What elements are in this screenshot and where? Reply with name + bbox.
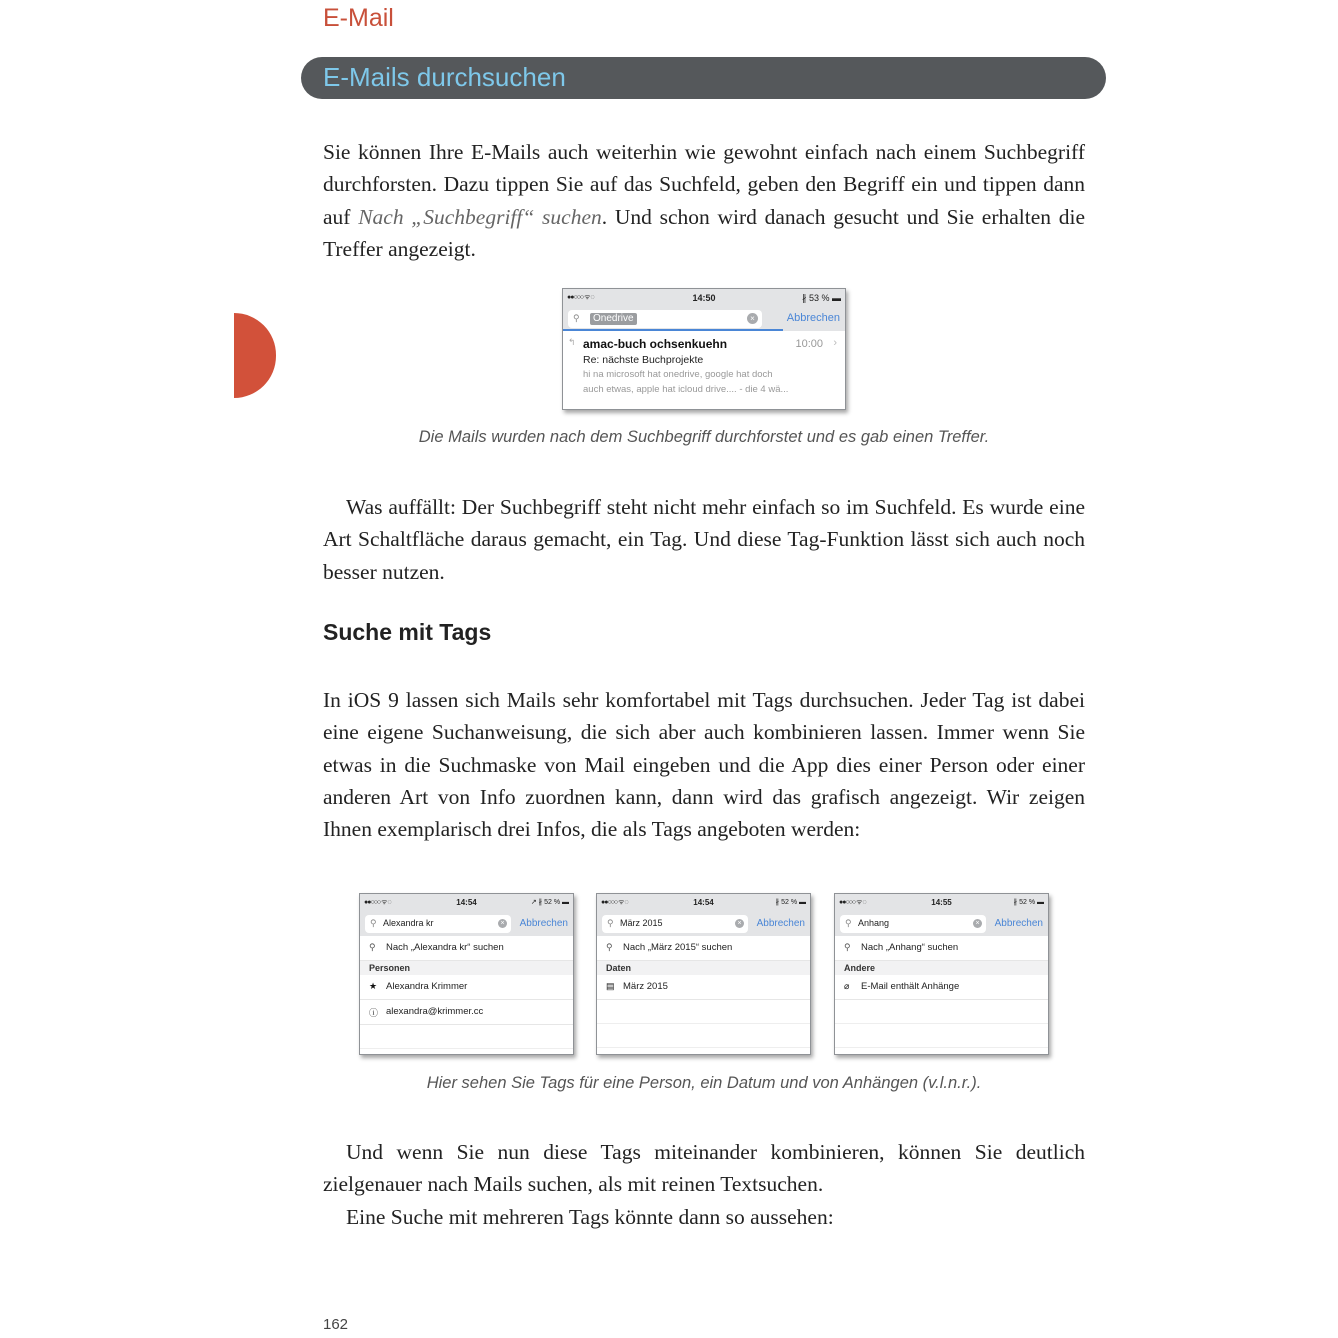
battery-icon: ∦ 53 % ▬ bbox=[801, 293, 841, 303]
paragraph-3: In iOS 9 lassen sich Mails sehr komfortabel mit Tags durchsuchen. Jeder Tag ist dabei eine eigene Suchanweisung, die sich aber auch kombinieren lassen. Immer wenn Sie etwas in die Suchmaske von Mail eingeben und die App dies einer Person oder einer anderen Art von Info zuordnen kann, dann wird das grafisch angezeigt. Wir zeigen Ihnen exemplarisch drei Infos, die als Tags angeboten werden: bbox=[323, 688, 1085, 842]
contact-info-icon: ⓘ bbox=[369, 1008, 379, 1018]
section-header bbox=[597, 961, 810, 975]
intro-italic-command: Nach „Suchbegriff“ suchen bbox=[358, 204, 602, 229]
section-header bbox=[835, 961, 1048, 975]
search-field[interactable] bbox=[568, 310, 762, 328]
intro-paragraph bbox=[323, 136, 1085, 265]
empty-row bbox=[835, 1000, 1048, 1024]
cancel-button[interactable]: Abbrechen bbox=[786, 312, 840, 324]
section-header-label: Daten bbox=[606, 963, 632, 973]
tag-text: März 2015 bbox=[623, 981, 668, 992]
tag-text: E-Mail enthält Anhänge bbox=[861, 981, 960, 992]
section-header bbox=[360, 961, 573, 975]
screenshot-tag-attachment bbox=[834, 893, 1049, 1055]
status-time: 14:50 bbox=[692, 293, 716, 303]
tag-row-person[interactable] bbox=[360, 975, 573, 1000]
search-icon: ⚲ bbox=[370, 918, 377, 928]
search-tag[interactable]: Onedrive bbox=[590, 313, 637, 325]
status-time: 14:55 bbox=[931, 898, 952, 907]
status-bar bbox=[360, 894, 573, 912]
search-row bbox=[597, 912, 810, 936]
signal-icon: ●●○○○ ᯤ ◌ bbox=[567, 294, 594, 301]
suggest-row[interactable] bbox=[597, 936, 810, 961]
chevron-right-icon: › bbox=[833, 337, 837, 349]
tag-row-email[interactable] bbox=[360, 1000, 573, 1025]
section-title: E-Mails durchsuchen bbox=[323, 62, 566, 92]
empty-row bbox=[360, 1025, 573, 1049]
empty-row bbox=[835, 1024, 1048, 1048]
search-icon: ⚲ bbox=[606, 942, 613, 952]
suggest-text: Nach „Anhang“ suchen bbox=[861, 942, 959, 953]
status-bar bbox=[563, 289, 845, 307]
search-icon: ⚲ bbox=[845, 918, 852, 928]
signal-icon: ●●○○○ ᯤ ◌ bbox=[364, 899, 391, 906]
cancel-button[interactable]: Abbrechen bbox=[756, 918, 805, 929]
search-icon: ⚲ bbox=[607, 918, 614, 928]
status-bar bbox=[835, 894, 1048, 912]
search-icon: ⚲ bbox=[369, 942, 376, 952]
mail-list-item[interactable] bbox=[563, 331, 845, 407]
empty-row bbox=[597, 1000, 810, 1024]
chapter-title: E-Mail bbox=[323, 4, 394, 32]
search-query: März 2015 bbox=[620, 918, 663, 928]
cancel-button[interactable]: Abbrechen bbox=[519, 918, 568, 929]
tag-text: Alexandra Krimmer bbox=[386, 981, 468, 992]
suggest-text: Nach „März 2015“ suchen bbox=[623, 942, 733, 953]
status-bar bbox=[597, 894, 810, 912]
signal-icon: ●●○○○ ᯤ ◌ bbox=[601, 899, 628, 906]
empty-row bbox=[597, 1024, 810, 1048]
signal-icon: ●●○○○ ᯤ ◌ bbox=[839, 899, 866, 906]
search-field[interactable] bbox=[602, 915, 748, 933]
suggest-row[interactable] bbox=[360, 936, 573, 961]
mail-sender: amac-buch ochsenkuehn bbox=[583, 337, 728, 351]
section-bar bbox=[301, 57, 1106, 99]
paragraph-2: Was auffällt: Der Suchbegriff steht nicht mehr einfach so im Suchfeld. Es wurde eine Art Schaltfläche daraus gemacht, ein Tag. Und diese Tag-Funktion lässt sich auch noch besser nutzen. bbox=[323, 495, 1085, 584]
paperclip-icon: ⌀ bbox=[844, 981, 850, 991]
intro-text-after: . Und schon wird danach gesucht und Sie erhalten die Treffer angezeigt. bbox=[323, 204, 1086, 261]
tag-text: alexandra@krimmer.cc bbox=[386, 1006, 484, 1017]
search-row bbox=[563, 307, 845, 331]
status-time: 14:54 bbox=[693, 898, 714, 907]
search-field[interactable] bbox=[840, 915, 986, 933]
paragraph-5: Eine Suche mit mehreren Tags könnte dann so aussehen: bbox=[346, 1205, 834, 1229]
mail-time: 10:00 bbox=[795, 338, 823, 350]
paragraph-4: Und wenn Sie nun diese Tags miteinander kombinieren, können Sie deutlich zielgenauer nach Mails suchen, als mit reinen Textsuchen. bbox=[323, 1140, 1085, 1197]
search-icon: ⚲ bbox=[844, 942, 851, 952]
tag-row-date[interactable] bbox=[597, 975, 810, 1000]
clear-icon[interactable]: × bbox=[498, 919, 507, 928]
star-icon: ★ bbox=[369, 981, 378, 991]
clear-icon[interactable]: × bbox=[735, 919, 744, 928]
section-header-label: Andere bbox=[844, 963, 876, 973]
battery-icon: ↗ ∦ 52 % ▬ bbox=[530, 899, 569, 906]
screenshot-search-result bbox=[562, 288, 846, 410]
clear-icon[interactable]: × bbox=[747, 313, 758, 324]
mail-subject: Re: nächste Buchprojekte bbox=[583, 354, 704, 366]
calendar-icon: ▤ bbox=[606, 981, 615, 991]
suggest-row[interactable] bbox=[835, 936, 1048, 961]
tag-row-attachment[interactable] bbox=[835, 975, 1048, 1000]
search-field[interactable] bbox=[365, 915, 511, 933]
reply-icon: ↰ bbox=[568, 337, 576, 347]
mail-preview-line1: hi na microsoft hat onedrive, google hat doch bbox=[583, 369, 773, 380]
cancel-button[interactable]: Abbrechen bbox=[994, 918, 1043, 929]
caption-2: Hier sehen Sie Tags für eine Person, ein Datum und von Anhängen (v.l.n.r.). bbox=[426, 1074, 982, 1092]
clear-icon[interactable]: × bbox=[973, 919, 982, 928]
page-number: 162 bbox=[323, 1316, 349, 1333]
screenshot-tag-date bbox=[596, 893, 811, 1055]
search-query: Alexandra kr bbox=[383, 918, 434, 928]
intro-text-before: Sie können Ihre E-Mails auch weiterhin wie gewohnt einfach nach einem Suchbegriff durchforsten. Dazu tippen Sie auf das Suchfeld, geben den Begriff ein und tippen dann auf bbox=[323, 140, 1085, 229]
search-row bbox=[360, 912, 573, 936]
suggest-text: Nach „Alexandra kr“ suchen bbox=[386, 942, 504, 953]
mail-preview-line2: auch etwas, apple hat icloud drive.... - die 4 wä... bbox=[583, 384, 789, 395]
screenshot-tag-person bbox=[359, 893, 574, 1055]
search-row bbox=[835, 912, 1048, 936]
section-header-label: Personen bbox=[369, 963, 411, 973]
battery-icon: ∦ 52 % ▬ bbox=[1013, 899, 1044, 906]
search-icon: ⚲ bbox=[573, 313, 580, 323]
battery-icon: ∦ 52 % ▬ bbox=[775, 899, 806, 906]
status-time: 14:54 bbox=[456, 898, 477, 907]
chapter-tab-marker bbox=[234, 313, 276, 398]
caption-1: Die Mails wurden nach dem Suchbegriff durchforstet und es gab einen Treffer. bbox=[418, 428, 990, 446]
subheading: Suche mit Tags bbox=[323, 619, 492, 645]
search-query: Anhang bbox=[858, 918, 890, 928]
